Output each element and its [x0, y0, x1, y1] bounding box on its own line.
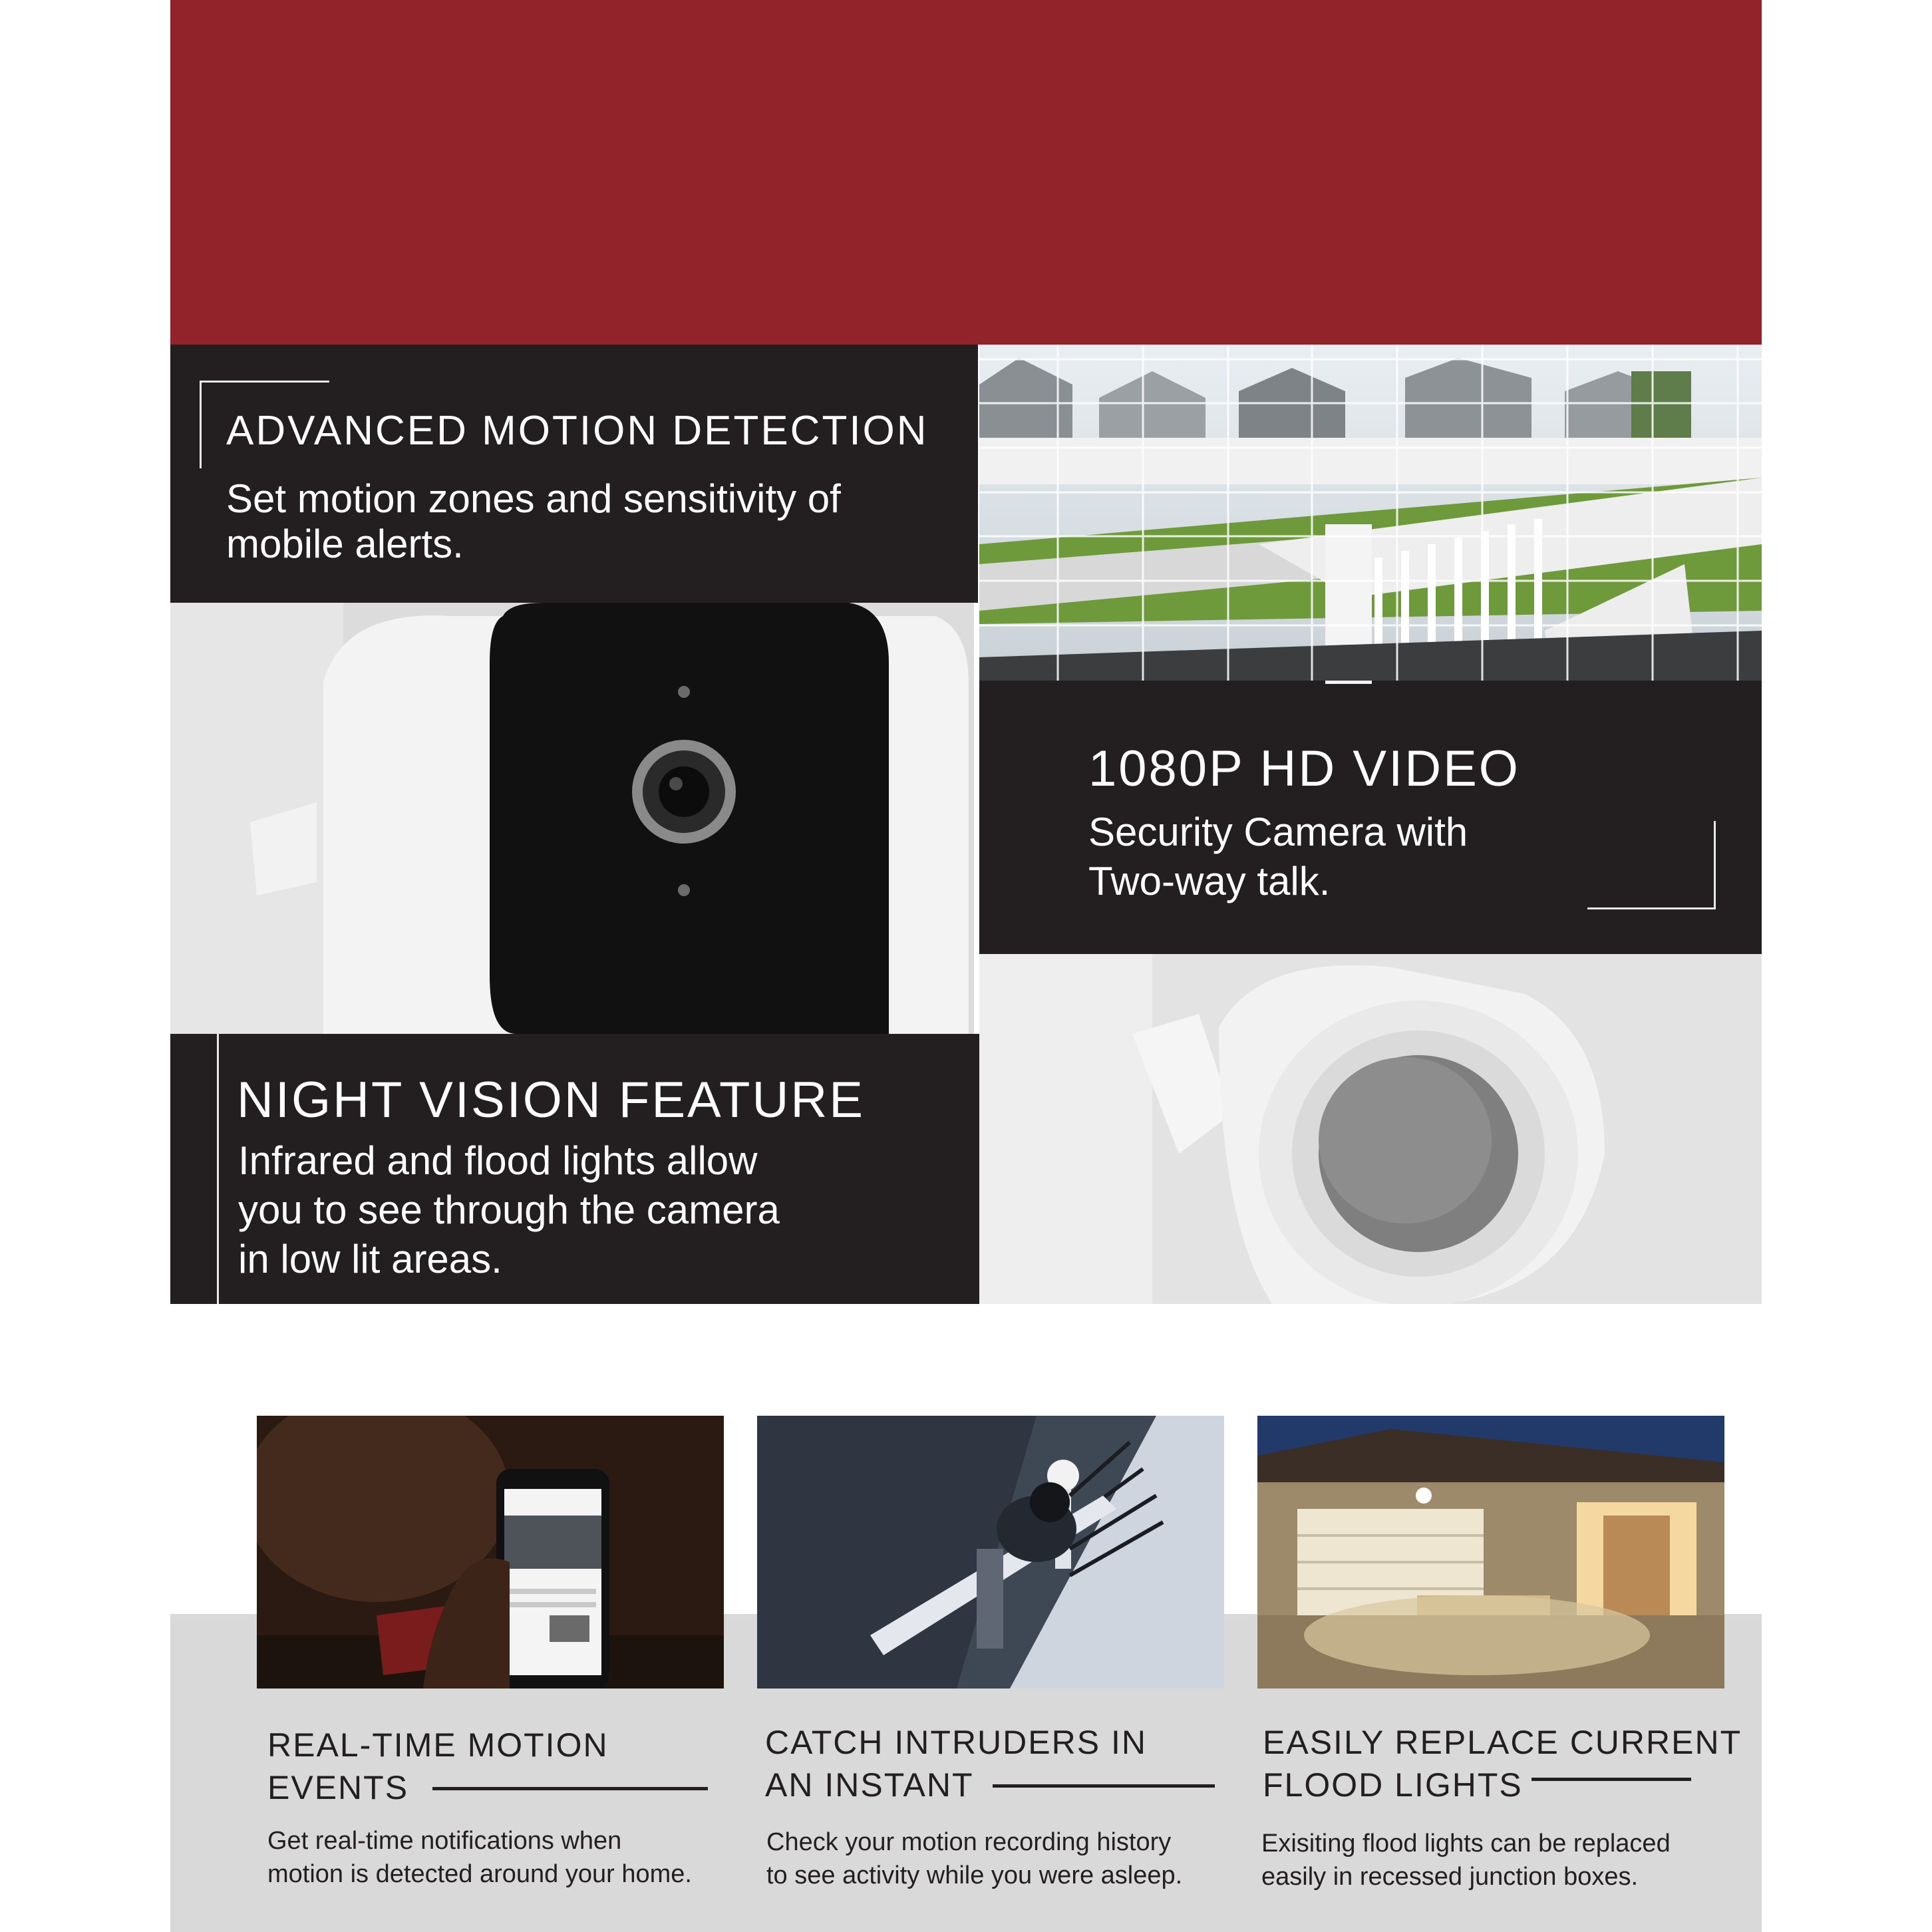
hd-video-body-line2: Two-way talk.	[1088, 859, 1331, 903]
night-vision-body-line2: you to see through the camera	[238, 1188, 780, 1232]
hd-video-body-line1: Security Camera with	[1088, 810, 1468, 854]
card-intruders-title-line2: AN INSTANT	[765, 1766, 974, 1804]
night-vision-body-line1: Infrared and flood lights allow	[238, 1138, 758, 1183]
title-rule	[1531, 1778, 1691, 1781]
card-floodlights-body-line1: Exisiting flood lights can be replaced	[1261, 1830, 1671, 1857]
card-realtime-title-line2: EVENTS	[267, 1769, 409, 1806]
backyard-grid-photo	[979, 345, 1762, 712]
card-realtime-body-line2: motion is detected around your home.	[267, 1860, 692, 1888]
title-rule	[432, 1787, 708, 1790]
red-banner	[170, 0, 1762, 345]
corner-line	[1587, 907, 1716, 909]
corner-line	[1714, 821, 1716, 909]
card-intruders-body-line1: Check your motion recording history	[766, 1828, 1172, 1856]
night-vision-title: NIGHT VISION FEATURE	[237, 1072, 865, 1128]
card-floodlights-title-line1: EASILY REPLACE CURRENT	[1263, 1724, 1742, 1761]
title-rule	[993, 1784, 1215, 1788]
card-floodlights-title-line2: FLOOD LIGHTS	[1263, 1766, 1523, 1804]
camera-closeup-photo	[170, 603, 974, 1034]
card-realtime-body-line1: Get real-time notifications when	[267, 1827, 622, 1855]
card-intruders-body-line2: to see activity while you were asleep.	[766, 1861, 1183, 1889]
card-realtime-title-line1: REAL-TIME MOTION	[267, 1726, 609, 1764]
corner-line	[200, 381, 329, 383]
card-floodlights-body-line2: easily in recessed junction boxes.	[1261, 1863, 1639, 1891]
card-intruders-title-line1: CATCH INTRUDERS IN	[765, 1724, 1147, 1761]
house-floodlight-photo	[1257, 1416, 1724, 1689]
phone-app-photo	[257, 1416, 724, 1689]
corner-line	[200, 381, 202, 468]
hd-video-title: 1080P HD VIDEO	[1088, 740, 1520, 797]
floodlight-photo	[979, 954, 1762, 1304]
vertical-divider-line	[217, 1034, 219, 1304]
motion-detection-title: ADVANCED MOTION DETECTION	[226, 408, 929, 454]
motion-detection-body: Set motion zones and sensitivity of mobile alerts.	[226, 476, 841, 566]
intruder-photo	[757, 1416, 1224, 1689]
night-vision-body-line3: in low lit areas.	[238, 1237, 502, 1281]
